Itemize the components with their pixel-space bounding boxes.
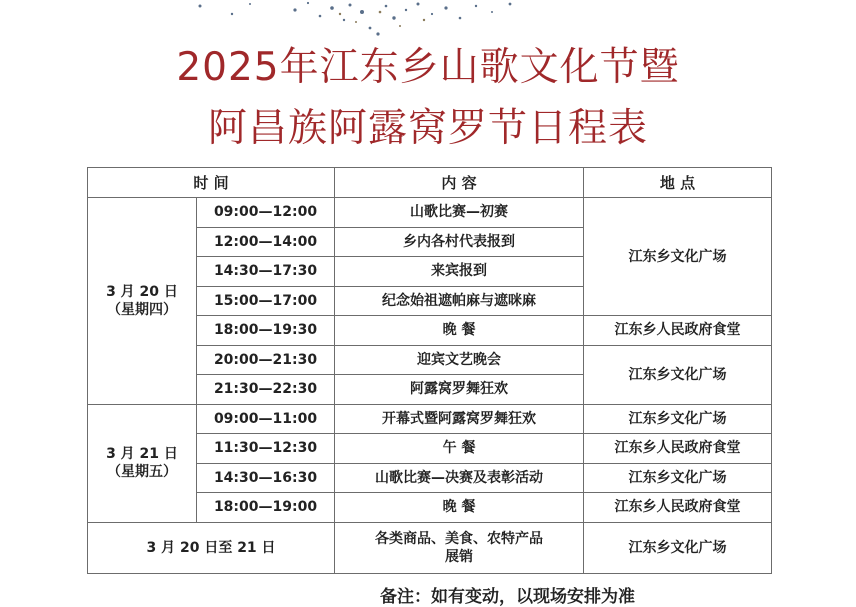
content-cell: 山歌比赛—初赛 — [335, 198, 584, 228]
date-cell-day2 — [88, 404, 197, 522]
table-row — [88, 404, 772, 434]
content-cell: 乡内各村代表报到 — [335, 227, 584, 257]
place-cell: 江东乡人民政府食堂 — [584, 434, 772, 464]
page-title-line-1: 2025年江东乡山歌文化节暨 — [176, 45, 680, 90]
place-cell: 江东乡人民政府食堂 — [584, 316, 772, 346]
span-time-cell: 3 月 20 日至 21 日 — [88, 522, 335, 573]
time-cell: 18:00—19:30 — [197, 316, 335, 346]
time-cell: 09:00—11:00 — [197, 404, 335, 434]
date-cell-day1 — [88, 198, 197, 405]
place-cell: 江东乡人民政府食堂 — [584, 493, 772, 523]
table-row — [88, 198, 772, 228]
table-row — [88, 522, 772, 573]
place-cell: 江东乡文化广场 — [584, 345, 772, 404]
content-cell: 纪念始祖遮帕麻与遮咪麻 — [335, 286, 584, 316]
weekday-label: （星期五） — [107, 464, 177, 480]
time-cell: 15:00—17:00 — [197, 286, 335, 316]
place-cell: 江东乡文化广场 — [584, 404, 772, 434]
content-cell: 来宾报到 — [335, 257, 584, 287]
content-cell: 午 餐 — [335, 434, 584, 464]
place-cell: 江东乡文化广场 — [584, 198, 772, 316]
place-cell: 江东乡文化广场 — [584, 463, 772, 493]
time-cell: 18:00—19:00 — [197, 493, 335, 523]
footer-note: 备注：如有变动，以现场安排为准 — [380, 587, 635, 607]
table-header-row — [88, 168, 772, 198]
weekday-label: （星期四） — [107, 301, 177, 318]
time-cell: 12:00—14:00 — [197, 227, 335, 257]
content-cell: 晚 餐 — [335, 493, 584, 523]
time-cell: 14:30—16:30 — [197, 463, 335, 493]
content-cell: 山歌比赛—决赛及表彰活动 — [335, 463, 584, 493]
content-cell: 迎宾文艺晚会 — [335, 345, 584, 375]
date-label: 3 月 20 日 — [106, 283, 178, 300]
time-cell: 21:30—22:30 — [197, 375, 335, 405]
date-label: 3 月 21 日 — [106, 446, 178, 462]
time-cell: 20:00—21:30 — [197, 345, 335, 375]
time-cell: 11:30—12:30 — [197, 434, 335, 464]
content-cell: 阿露窝罗舞狂欢 — [335, 375, 584, 405]
decorative-header-graphic — [180, 0, 540, 42]
content-cell: 开幕式暨阿露窝罗舞狂欢 — [335, 404, 584, 434]
time-cell: 09:00—12:00 — [197, 198, 335, 228]
header-time: 时 间 — [88, 168, 335, 198]
content-cell: 晚 餐 — [335, 316, 584, 346]
header-place: 地 点 — [584, 168, 772, 198]
span-place-cell: 江东乡文化广场 — [584, 522, 772, 573]
schedule-table — [87, 167, 772, 574]
header-content: 内 容 — [335, 168, 584, 198]
span-content-cell — [335, 522, 584, 573]
page-title-line-2: 阿昌族阿露窝罗节日程表 — [207, 106, 648, 151]
span-content-line-1: 各类商品、美食、农特产品 — [375, 530, 544, 547]
span-content-line-2: 展销 — [445, 548, 474, 565]
time-cell: 14:30—17:30 — [197, 257, 335, 287]
